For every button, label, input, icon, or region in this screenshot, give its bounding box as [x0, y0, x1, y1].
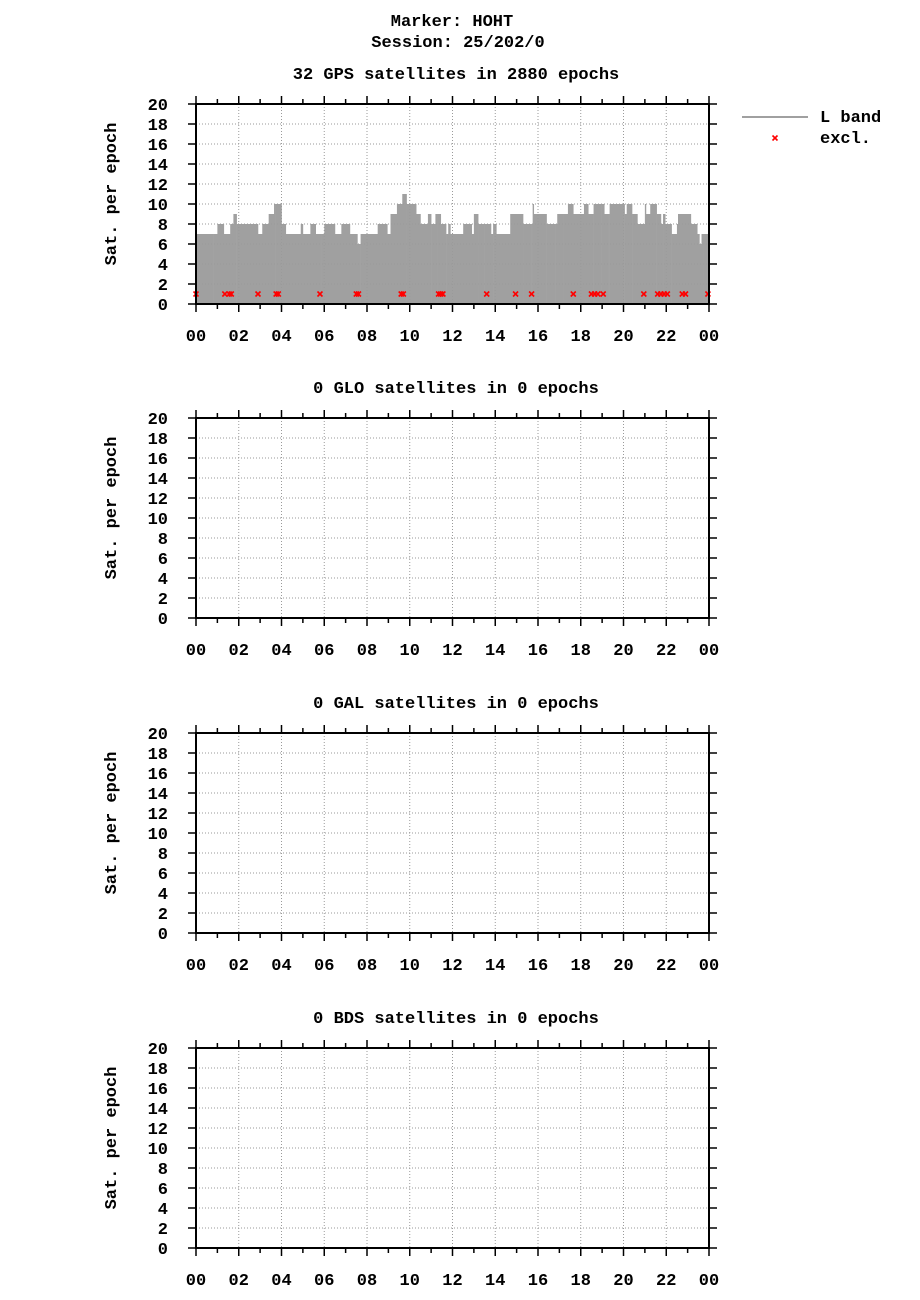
l-band-bar	[504, 234, 511, 304]
l-band-bar	[286, 234, 295, 304]
x-tick-label: 22	[656, 957, 677, 976]
x-tick-label: 18	[570, 957, 591, 976]
x-tick-label: 04	[271, 642, 292, 661]
x-tick-label: 04	[271, 957, 292, 976]
x-tick-label: 10	[399, 328, 420, 347]
x-tick-label: 18	[570, 328, 591, 347]
l-band-bar	[233, 214, 237, 304]
l-band-bar	[463, 224, 472, 304]
x-tick-label: 20	[613, 1272, 634, 1291]
y-tick-label: 18	[147, 746, 168, 765]
y-tick-label: 4	[157, 1201, 168, 1220]
x-tick-label: 00	[185, 328, 207, 347]
l-band-bar	[693, 224, 698, 304]
marker-title: Marker: HOHT	[390, 13, 514, 32]
chart-panel-3	[103, 695, 719, 976]
y-tick-label: 8	[157, 531, 168, 550]
l-band-bar	[588, 214, 593, 304]
y-tick-label: 12	[147, 1121, 168, 1140]
y-tick-label: 6	[157, 551, 168, 570]
legend	[742, 109, 881, 149]
l-band-bar	[604, 214, 609, 304]
l-band-bar	[634, 214, 638, 304]
y-tick-label: 14	[147, 786, 168, 805]
y-tick-label: 20	[147, 1041, 168, 1060]
y-tick-label: 6	[157, 866, 168, 885]
x-tick-label: 00	[698, 328, 720, 347]
x-tick-label: 06	[314, 328, 335, 347]
y-tick-label: 8	[157, 1161, 168, 1180]
y-tick-label: 20	[147, 411, 168, 430]
y-tick-label: 16	[147, 451, 168, 470]
l-band-bar	[519, 214, 524, 304]
l-band-bar	[196, 234, 213, 304]
x-tick-label: 00	[698, 1272, 720, 1291]
y-tick-label: 16	[147, 766, 168, 785]
x-tick-label: 22	[656, 328, 677, 347]
x-tick-label: 08	[356, 957, 378, 976]
l-band-bar	[678, 214, 691, 304]
l-band-bar	[659, 214, 661, 304]
x-tick-label: 02	[228, 1272, 249, 1291]
l-band-bar	[402, 194, 407, 304]
chart-panel-2	[103, 380, 719, 661]
l-band-bar	[632, 214, 634, 304]
l-band-bar	[560, 214, 564, 304]
x-tick-label: 04	[271, 1272, 292, 1291]
l-band-bar	[428, 214, 432, 304]
x-tick-label: 02	[228, 957, 249, 976]
y-tick-label: 20	[147, 726, 168, 745]
x-tick-label: 16	[527, 957, 549, 976]
x-tick-label: 20	[613, 957, 634, 976]
l-band-bar	[594, 204, 602, 304]
y-tick-label: 12	[147, 177, 168, 196]
y-tick-label: 6	[157, 1181, 168, 1200]
l-band-bar	[326, 224, 335, 304]
l-band-bar	[435, 214, 437, 304]
y-tick-label: 4	[157, 257, 168, 276]
x-tick-label: 02	[228, 642, 249, 661]
x-tick-label: 12	[442, 642, 463, 661]
y-tick-label: 0	[157, 297, 168, 316]
x-tick-label: 22	[656, 1272, 677, 1291]
l-band-bar	[582, 214, 584, 304]
y-tick-label: 14	[147, 157, 168, 176]
x-tick-label: 20	[613, 328, 634, 347]
chart-title: 0 GLO satellites in 0 epochs	[313, 380, 599, 399]
y-tick-label: 2	[157, 906, 168, 925]
l-band-bar	[663, 214, 665, 304]
x-tick-label: 08	[356, 1272, 378, 1291]
l-band-bar	[601, 204, 605, 304]
y-tick-label: 4	[157, 571, 168, 590]
x-tick-label: 16	[527, 1272, 549, 1291]
l-band-bar	[397, 204, 403, 304]
y-tick-label: 16	[147, 1081, 168, 1100]
y-tick-label: 12	[147, 491, 168, 510]
chart-title: 0 BDS satellites in 0 epochs	[313, 1010, 599, 1029]
x-tick-label: 08	[356, 328, 378, 347]
x-tick-label: 12	[442, 1272, 463, 1291]
l-band-bar	[438, 214, 442, 304]
l-band-bar	[627, 204, 633, 304]
y-tick-label: 8	[157, 217, 168, 236]
x-tick-label: 00	[698, 642, 720, 661]
chart-panels	[103, 66, 719, 1291]
l-band-bar	[416, 214, 418, 304]
x-tick-label: 16	[527, 328, 549, 347]
l-band-bar	[699, 244, 701, 304]
l-band-bar	[650, 204, 657, 304]
l-band-bar	[541, 214, 547, 304]
y-tick-label: 10	[147, 197, 168, 216]
l-band-bar	[213, 234, 218, 304]
l-band-bar	[510, 214, 519, 304]
x-tick-label: 20	[613, 642, 634, 661]
y-tick-label: 2	[157, 1221, 168, 1240]
x-tick-label: 14	[485, 1272, 506, 1291]
x-tick-label: 00	[185, 642, 207, 661]
x-tick-label: 18	[570, 642, 591, 661]
y-axis-label: Sat. per epoch	[103, 436, 122, 580]
y-tick-label: 18	[147, 117, 168, 136]
l-band-bar	[646, 214, 651, 304]
y-tick-label: 0	[157, 926, 168, 945]
x-tick-label: 14	[485, 328, 506, 347]
l-band-bar	[418, 214, 420, 304]
y-axis-label: Sat. per epoch	[103, 751, 122, 895]
x-tick-label: 02	[228, 328, 249, 347]
y-tick-label: 0	[157, 611, 168, 630]
grid	[196, 1048, 709, 1248]
y-tick-label: 4	[157, 886, 168, 905]
x-tick-label: 10	[399, 1272, 420, 1291]
l-band-bar	[564, 214, 569, 304]
x-tick-label: 18	[570, 1272, 591, 1291]
chart-title: 32 GPS satellites in 2880 epochs	[292, 66, 620, 85]
chart-panel-4	[103, 1010, 719, 1291]
y-tick-label: 10	[147, 511, 168, 530]
chart-panel-1	[103, 66, 719, 347]
l-band-bar	[269, 214, 271, 304]
l-band-bar	[387, 234, 391, 304]
l-band-bar	[610, 204, 625, 304]
grid	[196, 733, 709, 933]
x-tick-label: 10	[399, 642, 420, 661]
l-band-bar	[568, 204, 574, 304]
y-tick-label: 14	[147, 1101, 168, 1120]
x-tick-label: 06	[314, 642, 335, 661]
x-tick-label: 00	[185, 1272, 207, 1291]
y-tick-label: 18	[147, 1061, 168, 1080]
chart-title: 0 GAL satellites in 0 epochs	[313, 695, 599, 714]
l-band-bar	[625, 214, 627, 304]
x-tick-label: 10	[399, 957, 420, 976]
x-tick-label: 06	[314, 1272, 335, 1291]
session-title: Session: 25/202/0	[371, 34, 545, 53]
y-tick-label: 12	[147, 806, 168, 825]
y-tick-label: 16	[147, 137, 168, 156]
y-tick-label: 8	[157, 846, 168, 865]
y-tick-label: 20	[147, 97, 168, 116]
y-tick-label: 6	[157, 237, 168, 256]
l-band-bar	[391, 214, 398, 304]
x-tick-label: 08	[356, 642, 378, 661]
y-tick-label: 10	[147, 1141, 168, 1160]
l-band-bar	[557, 214, 561, 304]
y-tick-label: 18	[147, 431, 168, 450]
y-axis-label: Sat. per epoch	[103, 122, 122, 266]
x-tick-label: 22	[656, 642, 677, 661]
y-tick-label: 14	[147, 471, 168, 490]
x-tick-label: 12	[442, 957, 463, 976]
x-tick-label: 00	[185, 957, 207, 976]
x-tick-label: 06	[314, 957, 335, 976]
x-tick-label: 00	[698, 957, 720, 976]
grid	[196, 418, 709, 618]
y-tick-label: 2	[157, 591, 168, 610]
y-tick-label: 2	[157, 277, 168, 296]
x-tick-label: 12	[442, 328, 463, 347]
legend-excluded-marker	[773, 136, 778, 141]
l-band-bar	[275, 204, 282, 304]
y-tick-label: 0	[157, 1241, 168, 1260]
l-band-bar	[657, 214, 659, 304]
x-tick-label: 04	[271, 328, 292, 347]
l-band-bar	[474, 214, 479, 304]
x-tick-label: 16	[527, 642, 549, 661]
legend-excluded-label: excl.	[820, 130, 872, 149]
x-tick-label: 14	[485, 957, 506, 976]
y-tick-label: 10	[147, 826, 168, 845]
x-tick-label: 14	[485, 642, 506, 661]
l-band-bar	[584, 204, 588, 304]
l-band-bar	[271, 214, 275, 304]
y-axis-label: Sat. per epoch	[103, 1066, 122, 1210]
legend-l-band-label: L band	[820, 109, 882, 128]
l-band-bar	[410, 204, 417, 304]
